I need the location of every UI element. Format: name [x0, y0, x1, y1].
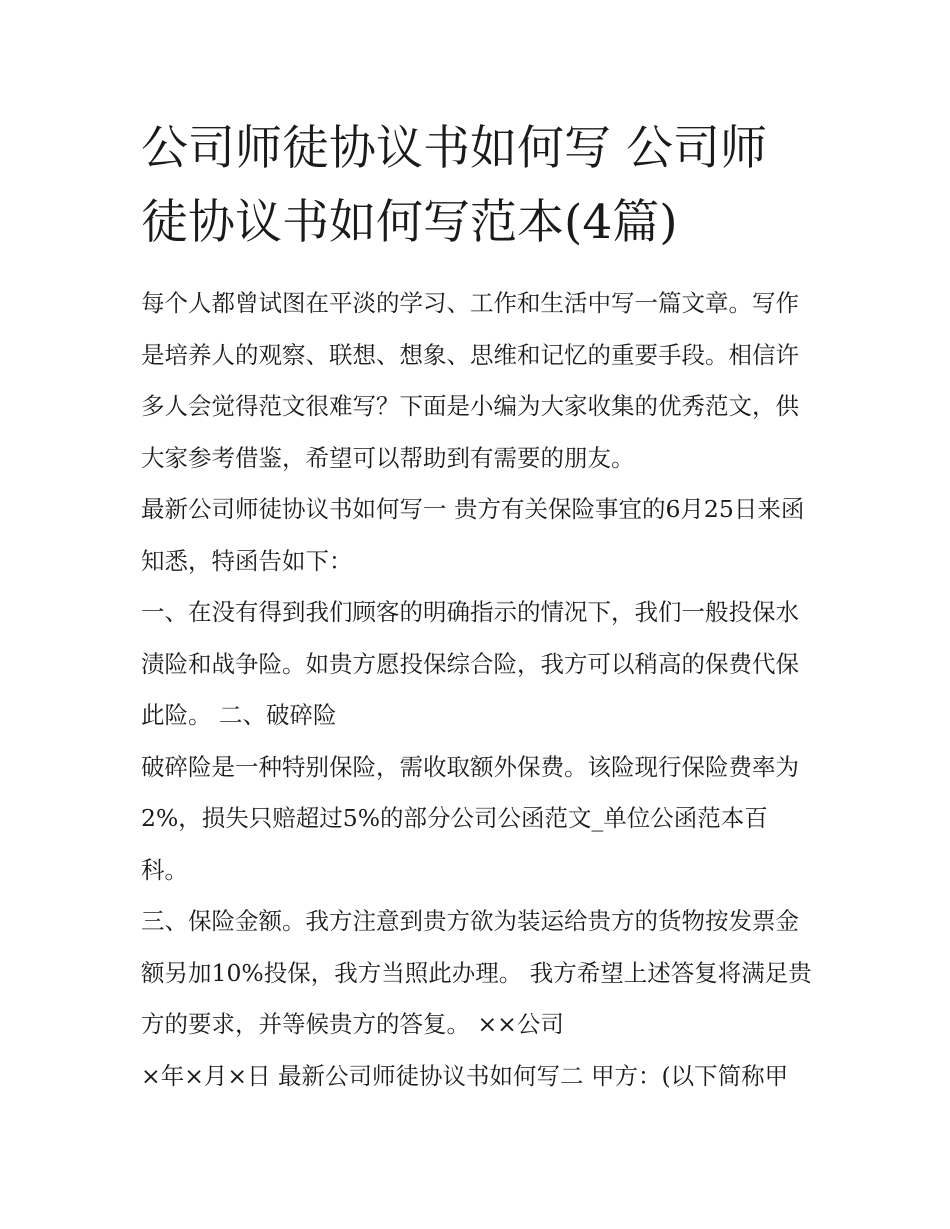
document-title: 公司师徒协议书如何写 公司师徒协议书如何写范本(4篇): [141, 121, 767, 250]
document-page: [141, 112, 813, 1102]
paragraph-intro: 每个人都曾试图在平淡的学习、工作和生活中写一篇文章。写作是培养人的观察、联想、想象、思维和记忆的重要手段。相信许多人会觉得范文很难写？下面是小编为大家收集的优秀范文，供大家参考借鉴，希望可以帮助到有需要的朋友。: [141, 289, 799, 472]
paragraph-item-three: 三、保险金额。我方注意到贵方欲为装运给贵方的货物按发票金额另加10%投保，我方当照此办理。 我方希望上述答复将满足贵方的要求，并等候贵方的答复。 ××公司: [141, 907, 812, 1038]
paragraph-letter-opening: 最新公司师徒协议书如何写一 贵方有关保险事宜的6月25日来函知悉，特函告如下：: [141, 495, 805, 575]
paragraph-date-and-second-agreement: ×年×月×日 最新公司师徒协议书如何写二 甲方：(以下简称甲: [141, 1061, 789, 1090]
paragraph-item-one: 一、在没有得到我们顾客的明确指示的情况下，我们一般投保水渍险和战争险。如贵方愿投保综合险，我方可以稍高的保费代保此险。 二、破碎险: [141, 598, 799, 729]
paragraph-breakage-insurance: 破碎险是一种特别保险，需收取额外保费。该险现行保险费率为2%，损失只赔超过5%的部分公司公函范文_单位公函范本百科。: [141, 752, 799, 884]
